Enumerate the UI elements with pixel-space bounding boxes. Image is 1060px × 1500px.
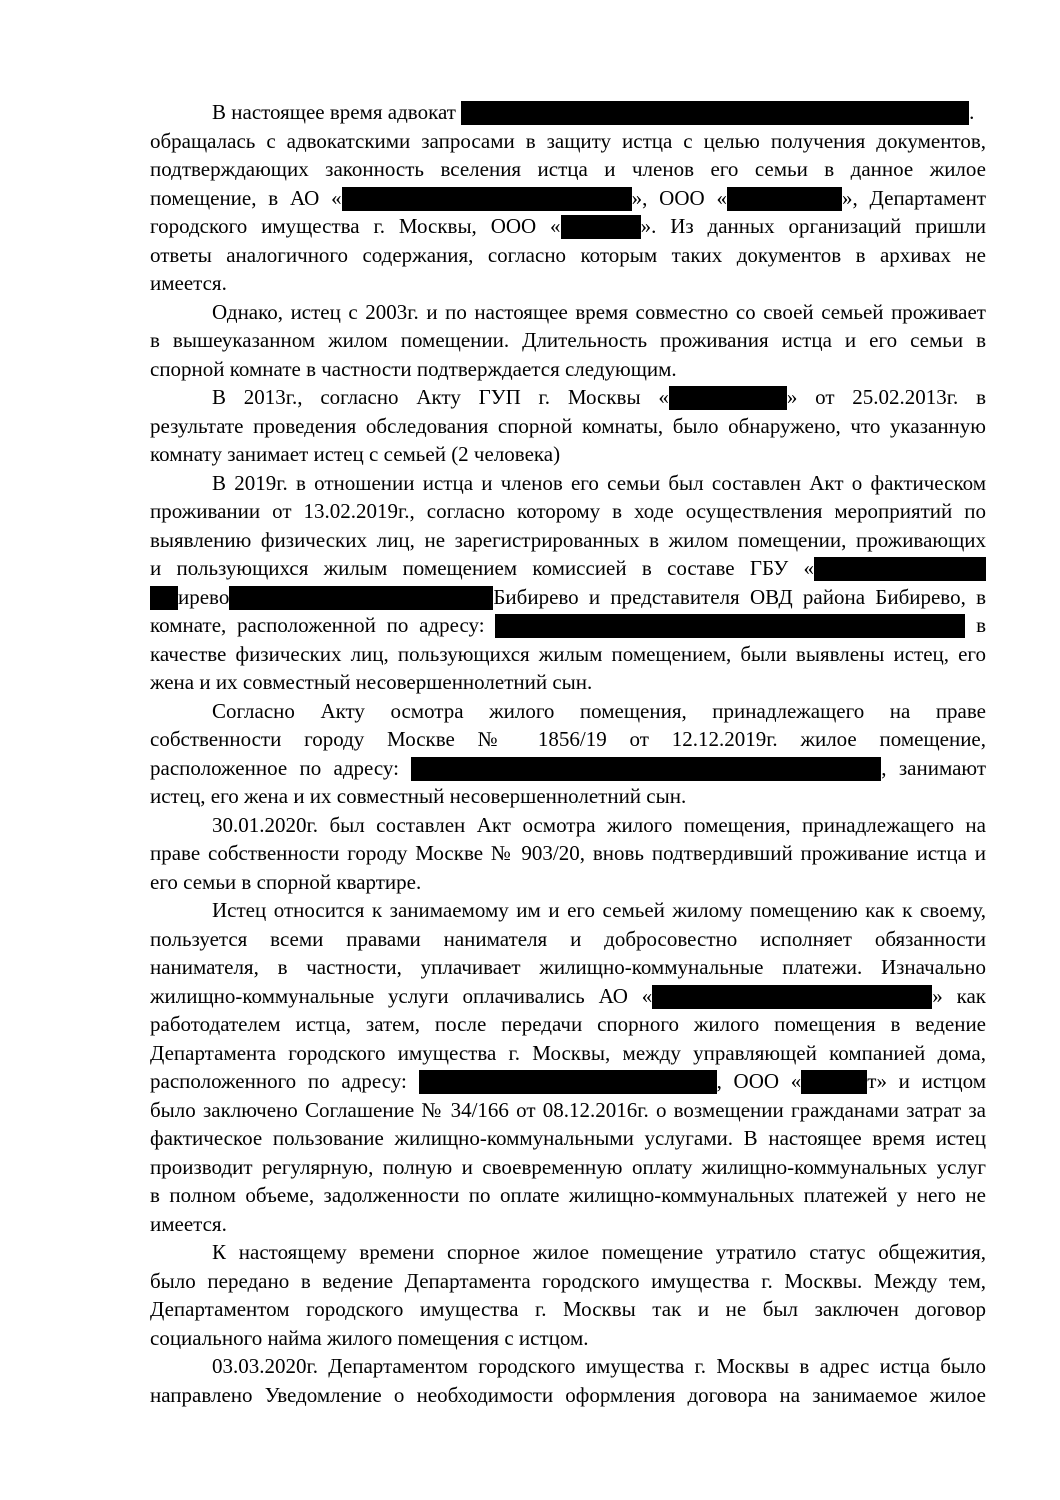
text-line: спорной комнате в частности подтверждается следующим. xyxy=(150,356,677,381)
redaction-block xyxy=(419,1070,717,1094)
text-line: В 2019г. в отношении истца и членов его семьи был составлен Акт о фактическом xyxy=(212,470,986,495)
redaction-block xyxy=(652,985,932,1009)
paragraph-inspection-act-1856 xyxy=(150,697,986,811)
text-line: Однако, истец с 2003г. и по настоящее время совместно со своей семьей проживает xyxy=(212,299,986,324)
text-line: К настоящему времени спорное жилое помещение утратило статус общежития, xyxy=(212,1240,986,1264)
text-line: обращалась с адвокатскими запросами в защиту истца с целью получения документов, xyxy=(150,128,986,153)
text-line: качестве физических лиц, пользующихся жилым помещением, были выявлены истец, его xyxy=(150,641,986,666)
text-line: было передано в ведение Департамента городского имущества г. Москвы. Между тем, xyxy=(150,1268,986,1293)
redaction-block xyxy=(461,101,969,125)
text-line: расположенное по адресу: , занимают xyxy=(150,755,986,780)
text-line: собственности городу Москве № 1856/19 от 12.12.2019г. жилое помещение, xyxy=(150,727,986,751)
paragraph-act-2013 xyxy=(150,383,986,469)
text-line: работодателем истца, затем, после передачи спорного жилого помещения в ведение xyxy=(150,1012,986,1036)
text-line: истец, его жена и их совместный несовершеннолетний сын. xyxy=(150,784,687,808)
text-line: 03.03.2020г. Департаментом городского имущества г. Москвы в адрес истца было xyxy=(212,1354,986,1378)
text-line: направлено Уведомление о необходимости оформления договора на занимаемое жилое xyxy=(150,1382,986,1407)
redaction-block xyxy=(727,187,842,211)
text-line: ответы аналогичного содержания, согласно которым таких документов в архивах не xyxy=(150,242,986,267)
paragraph-act-2019 xyxy=(150,469,986,697)
text-line: В 2013г., согласно Акту ГУП г. Москвы « » от 25.02.2013г. в xyxy=(212,385,986,409)
text-line: фактическое пользование жилищно-коммунальными услугами. В настоящее время истец xyxy=(150,1126,986,1150)
text-line: нанимателя, в частности, уплачивает жилищно-коммунальные платежи. Изначально xyxy=(150,955,986,979)
redaction-block xyxy=(669,386,787,410)
redaction-block xyxy=(801,1070,867,1094)
text-line: праве собственности городу Москве № 903/20, вновь подтвердивший проживание истца и xyxy=(150,841,986,865)
text-line: пользуется всеми правами нанимателя и добросовестно исполняет обязанности xyxy=(150,926,986,951)
text-line: Истец относится к занимаемому им и его семьей жилому помещению как к своему, xyxy=(212,898,986,922)
text-line: комнате, расположенной по адресу: в xyxy=(150,613,986,637)
text-line: имеется. xyxy=(150,1211,227,1236)
text-line: помещение, в АО « », ООО « », Департамент xyxy=(150,185,986,210)
redaction-block xyxy=(495,614,965,638)
text-line: его семьи в спорной квартире. xyxy=(150,869,422,894)
text-line: результате проведения обследования спорной комнаты, было обнаружено, что указанную xyxy=(150,413,986,438)
text-line: жена и их совместный несовершеннолетний сын. xyxy=(150,670,593,694)
redaction-block xyxy=(150,586,178,610)
text-line: комнату занимает истец с семьей (2 человека) xyxy=(150,442,561,466)
paragraph-dormitory-status xyxy=(150,1238,986,1352)
text-line: В настоящее время адвокат . xyxy=(212,100,975,124)
redaction-block xyxy=(814,557,986,581)
paragraph-lawyer-requests xyxy=(150,98,986,298)
text-line: ирево Бибирево и представителя ОВД района Бибирево, в xyxy=(150,583,986,612)
text-line: и пользующихся жилым помещением комиссией в составе ГБУ « xyxy=(150,554,986,583)
text-line: проживании от 13.02.2019г., согласно которому в ходе осуществления мероприятий по xyxy=(150,499,986,523)
text-line: подтверждающих законность вселения истца и членов его семьи в данное жилое xyxy=(150,157,986,181)
paragraph-residence-since-2003 xyxy=(150,298,986,384)
paragraph-inspection-act-903 xyxy=(150,811,986,897)
text-line: расположенного по адресу: , ООО « т» и истцом xyxy=(150,1069,986,1093)
redaction-block xyxy=(229,586,493,610)
redaction-block xyxy=(342,187,632,211)
paragraph-notice-2020 xyxy=(150,1352,986,1409)
text-line: в вышеуказанном жилом помещении. Длительность проживания истца и его семьи в xyxy=(150,328,986,352)
text-line: 30.01.2020г. был составлен Акт осмотра жилого помещения, принадлежащего на xyxy=(212,812,986,837)
text-line: Департамента городского имущества г. Москвы, между управляющей компанией дома, xyxy=(150,1040,986,1065)
text-line: городского имущества г. Москвы, ООО « ». Из данных организаций пришли xyxy=(150,214,986,238)
redaction-block xyxy=(561,215,641,239)
text-line: в полном объеме, задолженности по оплате жилищно-коммунальных платежей у него не xyxy=(150,1183,986,1207)
text-line: производит регулярную, полную и своевременную оплату жилищно-коммунальных услуг xyxy=(150,1154,986,1179)
text-line: социального найма жилого помещения с истцом. xyxy=(150,1325,589,1350)
paragraph-utility-payments xyxy=(150,896,986,1238)
text-line: выявлению физических лиц, не зарегистрированных в жилом помещении, проживающих xyxy=(150,527,986,552)
text-line: было заключено Соглашение № 34/166 от 08.12.2016г. о возмещении гражданами затрат за xyxy=(150,1097,986,1122)
text-line: Согласно Акту осмотра жилого помещения, принадлежащего на праве xyxy=(212,698,986,723)
text-line: жилищно-коммунальные услуги оплачивались АО « » как xyxy=(150,983,986,1008)
text-line: имеется. xyxy=(150,271,227,295)
redaction-block xyxy=(411,757,881,781)
text-line: Департаментом городского имущества г. Москвы так и не был заключен договор xyxy=(150,1297,986,1321)
